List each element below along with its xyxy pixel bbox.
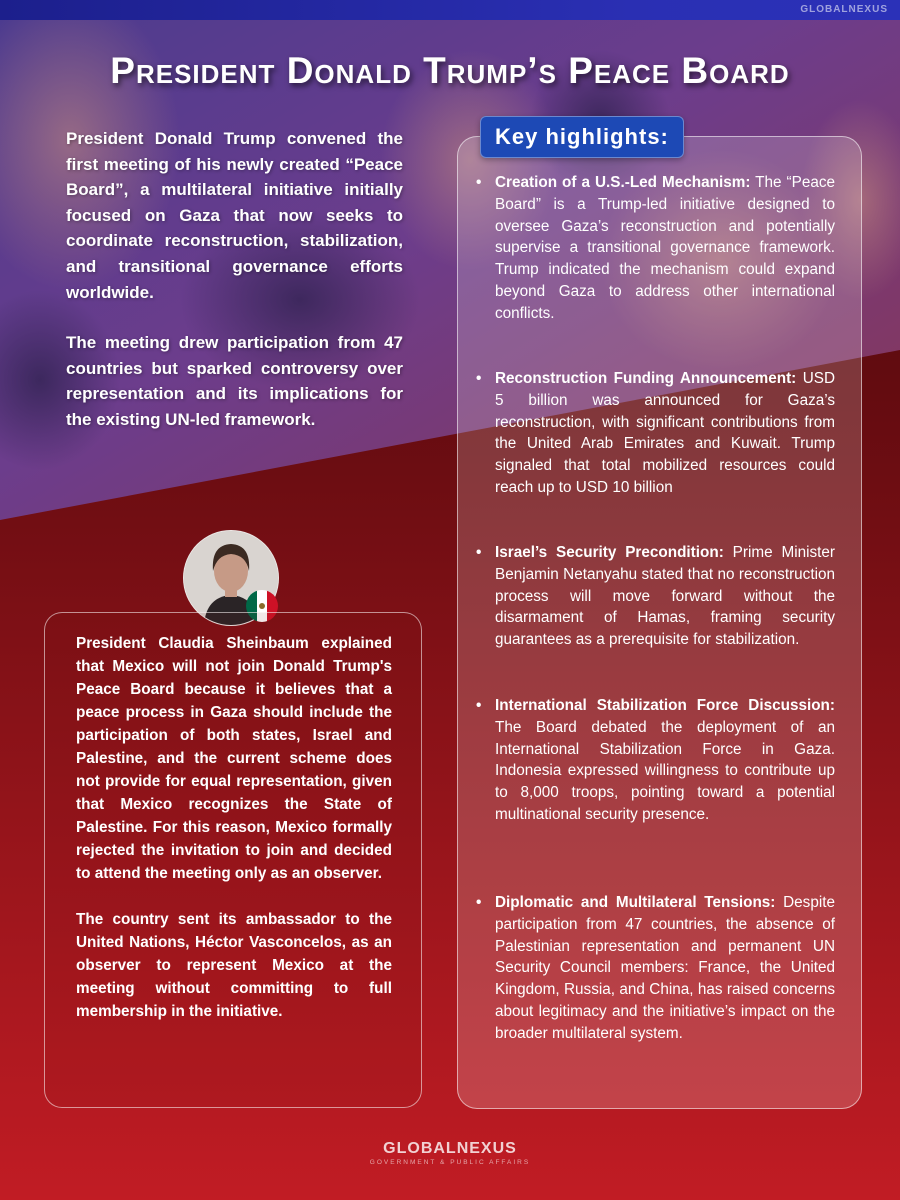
footer [0,1140,900,1166]
bullet-icon: • [476,697,482,714]
highlight-text: Prime Minister Benjamin Netanyahu stated that no reconstruction process will move forward without the disarmament of Hamas, framing security guarantees as a prerequisite for stabilization. [495,544,836,649]
mexico-paragraph: President Claudia Sheinbaum explained that Mexico will not join Donald Trump's Peace Board because it believes that a peace process in Gaza should include the participation of both states, Israel and Palestine, and the current scheme does not provide for equal representation, given that Mexico recognizes the State of Palestine. For this reason, Mexico formally rejected the invitation to join and decided to attend the meeting only as an observer. [76,635,392,882]
mexico-paragraph: The country sent its ambassador to the United Nations, Héctor Vasconcelos, as an observer to represent Mexico at the meeting without committing to full membership in the initiative. [76,911,392,1020]
highlight-item [476,172,835,325]
bullet-icon: • [476,544,482,561]
top-brand: GLOBALNEXUS [800,4,888,15]
highlight-label: Creation of a U.S.-Led Mechanism: [495,174,751,191]
highlight-label: International Stabilization Force Discussion: [495,697,835,714]
intro-paragraph: The meeting drew participation from 47 countries but sparked controversy over representation and its implications for the existing UN-led framework. [66,333,403,429]
page-title: President Donald Trump’s Peace Board [110,50,790,91]
highlight-label: Reconstruction Funding Announcement: [495,370,797,387]
highlight-text: The “Peace Board” is a Trump-led initiative designed to oversee Gaza’s reconstruction and potentially supervise a transitional governance framework. Trump indicated the mechanism could expand beyond Gaza to address other international conflicts. [495,174,835,322]
highlights-heading: Key highlights: [480,116,684,158]
highlight-item [476,368,836,499]
top-bar [0,0,900,20]
highlight-text: USD 5 billion was announced for Gaza’s reconstruction, with significant contributions from the United Arab Emirates and Kuwait. Trump signaled that total mobilized resources could reach up to USD 10 billion [495,370,836,496]
highlight-item [476,542,836,651]
footer-logo: GLOBALNEXUS [383,1140,517,1157]
mexico-position-text [76,632,392,1046]
highlight-text: The Board debated the deployment of an International Stabilization Force in Gaza. Indonesia expressed willingness to contribute up to 8,000 troops, pointing toward a potential multinational security presence. [495,718,835,823]
highlight-label: Diplomatic and Multilateral Tensions: [495,894,776,911]
highlight-item [476,892,835,1045]
highlight-item [476,695,835,826]
highlight-label: Israel’s Security Precondition: [495,544,724,561]
bullet-icon: • [476,370,482,387]
footer-tagline: GOVERNMENT & PUBLIC AFFAIRS [369,1159,531,1166]
intro-paragraph: President Donald Trump convened the first meeting of his newly created “Peace Board”, a multilateral initiative initially focused on Gaza that now seeks to coordinate reconstruction, stabilization, and transitional governance efforts worldwide. [66,129,403,302]
intro-section [66,126,403,458]
bullet-icon: • [476,894,482,911]
highlight-text: Despite participation from 47 countries, the absence of Palestinian representation and permanent UN Security Council members: France, the United Kingdom, Russia, and China, has raised concerns about legitimacy and the initiative’s impact on the broader multilateral system. [495,894,835,1042]
bullet-icon: • [476,174,482,191]
